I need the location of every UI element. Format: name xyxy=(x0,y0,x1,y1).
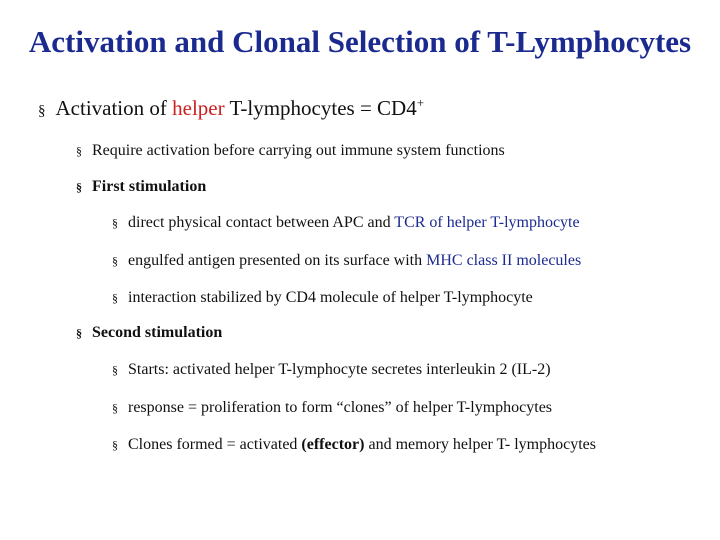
bullet-marker: § xyxy=(112,363,118,377)
bullet-text: Second stimulation xyxy=(92,324,223,341)
bullet-text-pre: engulfed antigen presented on its surface with xyxy=(128,252,427,269)
bullet-cd4-interaction xyxy=(112,290,533,306)
bullet-marker: § xyxy=(112,438,118,452)
bullet-marker: § xyxy=(112,254,118,268)
bullet-marker: § xyxy=(76,144,82,158)
bullet-first-stimulation xyxy=(76,179,206,195)
slide-title: Activation and Clonal Selection of T-Lymphocytes xyxy=(28,24,692,59)
bullet-il2-secretion xyxy=(112,362,551,378)
bullet-text-post: and memory helper T- lymphocytes xyxy=(364,436,596,453)
bullet-activation-helper xyxy=(38,96,424,119)
bullet-marker: § xyxy=(112,216,118,230)
bullet-text-pre: Activation of xyxy=(55,96,173,120)
bullet-marker: § xyxy=(112,291,118,305)
bullet-text-post: T-lymphocytes = CD4 xyxy=(224,96,417,120)
bullet-engulfed-antigen xyxy=(112,253,581,269)
helper-highlight: helper xyxy=(172,96,225,120)
bullet-second-stimulation xyxy=(76,325,222,341)
bullet-clones-formed xyxy=(112,437,596,453)
bullet-direct-contact xyxy=(112,215,580,231)
cd4-superscript: + xyxy=(416,95,425,110)
bullet-marker: § xyxy=(38,103,46,119)
tcr-highlight: TCR of helper T-lymphocyte xyxy=(394,214,580,231)
bullet-marker: § xyxy=(112,401,118,415)
bullet-text-pre: Clones formed = activated xyxy=(128,436,302,453)
bullet-marker: § xyxy=(76,180,82,194)
bullet-text: interaction stabilized by CD4 molecule of helper T-lymphocyte xyxy=(128,289,533,306)
bullet-require-activation xyxy=(76,143,505,159)
bullet-text: response = proliferation to form “clones” of helper T-lymphocytes xyxy=(128,399,553,416)
bullet-marker: § xyxy=(76,326,82,340)
mhc-highlight: MHC class II molecules xyxy=(426,252,582,269)
bullet-proliferation xyxy=(112,400,552,416)
effector-bold: (effector) xyxy=(301,436,365,453)
bullet-text: First stimulation xyxy=(92,178,207,195)
bullet-text-pre: direct physical contact between APC and xyxy=(128,214,395,231)
bullet-text: Require activation before carrying out immune system functions xyxy=(92,142,505,159)
bullet-text: Starts: activated helper T-lymphocyte secretes interleukin 2 (IL-2) xyxy=(128,361,551,378)
